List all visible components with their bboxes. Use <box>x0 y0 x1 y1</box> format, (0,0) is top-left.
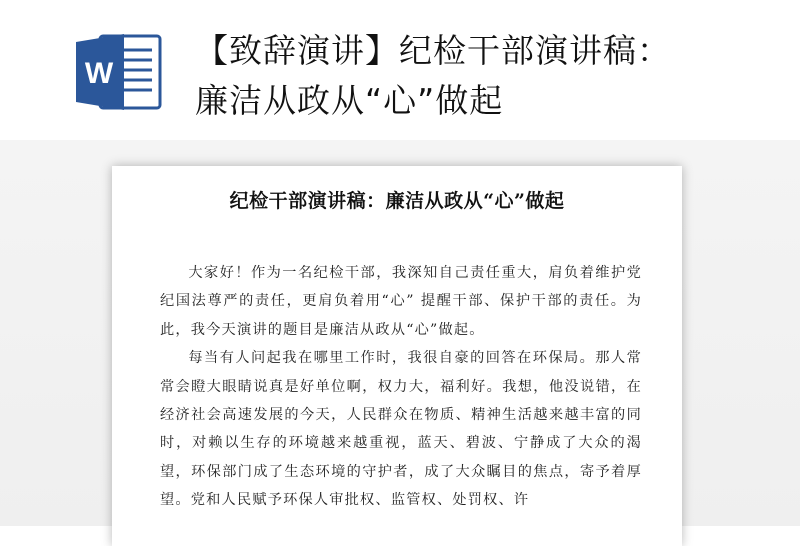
paragraph: 大家好！作为一名纪检干部，我深知自己责任重大，肩负着维护党纪国法尊严的责任，更肩负着用“心” 提醒干部、保护干部的责任。为此，我今天演讲的题目是廉洁从政从“心”做起。 <box>160 265 642 338</box>
document-page <box>112 166 682 546</box>
document-title: 纪检干部演讲稿：廉洁从政从“心”做起 <box>229 190 565 212</box>
paragraph: 每当有人问起我在哪里工作时，我很自豪的回答在环保局。那人常常会瞪大眼睛说真是好单位啊，权力大，福利好。我想，他没说错，在经济社会高速发展的今天，人民群众在物质、精神生活越来越丰富的同时，对赖以生存的环境越来越重视，蓝天、碧波、宁静成了大众的渴望，环保部门成了生态环境的守护者，成了大众瞩目的焦点，寄予着厚望。党和人民赋予环保人审批权、监管权、处罚权、许 <box>160 350 642 509</box>
header <box>0 0 800 140</box>
word-logo-letter: W <box>84 57 114 90</box>
document-body <box>160 259 642 515</box>
page-title-line-1: 【致辞演讲】纪检干部演讲稿： <box>195 31 671 70</box>
page-title-line-2: 廉洁从政从“心”做起 <box>195 81 504 120</box>
page-title <box>195 26 785 126</box>
word-icon <box>72 30 164 114</box>
